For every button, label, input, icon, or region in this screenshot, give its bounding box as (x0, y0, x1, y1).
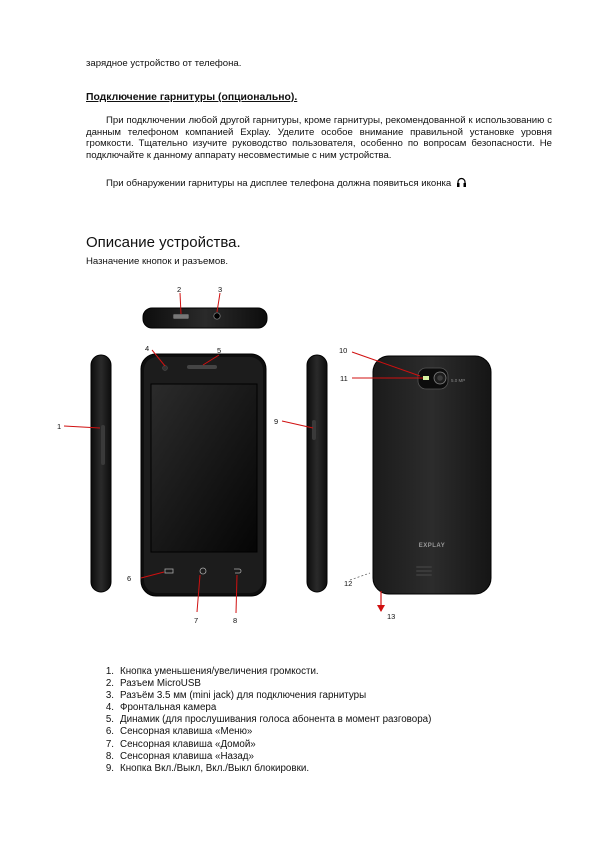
callout-8: 8 (233, 616, 238, 625)
headset-icon (456, 177, 467, 192)
list-item: 6. Сенсорная клавиша «Меню» (105, 726, 253, 738)
callout-10: 10 (339, 346, 348, 355)
camera-label: 5.0 MP (451, 378, 466, 383)
list-item: 4. Фронтальная камера (105, 702, 217, 714)
list-item: 7. Сенсорная клавиша «Домой» (105, 738, 256, 750)
list-item: 5. Динамик (для прослушивания голоса абонента в момент разговора) (105, 714, 432, 726)
callout-11: 11 (340, 374, 348, 383)
device-section-title: Описание устройства. (86, 234, 241, 251)
callout-9: 9 (274, 417, 279, 426)
callout-12: 12 (344, 579, 353, 588)
headset-section-title: Подключение гарнитуры (опционально). (86, 92, 298, 103)
list-item: 2. Разъем MicroUSB (105, 678, 201, 690)
callout-3: 3 (218, 285, 223, 294)
list-item: 8. Сенсорная клавиша «Назад» (105, 750, 254, 762)
callout-4: 4 (145, 344, 150, 353)
callout-5: 5 (217, 346, 222, 355)
phone-right-side-view (282, 355, 327, 592)
back-brand-logo: EXPLAY (418, 543, 446, 549)
phone-diagram (0, 270, 595, 640)
callout-13: 13 (387, 612, 396, 621)
top-line: зарядное устройство от телефона. (86, 58, 242, 69)
headset-paragraph-1: При подключении любой другой гарнитуры, кроме гарнитуры, рекомендованной к использованию с данным телефоном компанией Explay. Уделите особое внимание правильной установке уровня громкости. Тщательно изучите руководство пользователя, особенно по вопросам безопасности. Не подключайте к данному аппарату несовместимые с ним устройства. (86, 115, 552, 161)
list-item: 9. Кнопка Вкл./Выкл, Вкл./Выкл блокировки. (105, 762, 310, 774)
list-item: 1. Кнопка уменьшения/увеличения громкости. (105, 666, 319, 677)
phone-back-view (350, 352, 491, 612)
callout-7: 7 (194, 616, 199, 625)
callout-1: 1 (57, 422, 62, 431)
headset-paragraph-2 (106, 177, 467, 192)
callout-6: 6 (127, 574, 132, 583)
device-section-subtitle: Назначение кнопок и разъемов. (86, 256, 228, 267)
headset-paragraph-2-text: При обнаружении гарнитуры на дисплее телефона должна появиться иконка (106, 178, 452, 189)
phone-left-side-view (64, 355, 111, 592)
phone-front-view (141, 350, 266, 613)
parts-list (100, 666, 431, 775)
callout-2: 2 (177, 285, 182, 294)
phone-top-view (143, 293, 267, 328)
list-item: 3. Разъём 3.5 мм (mini jack) для подключения гарнитуры (105, 690, 367, 702)
